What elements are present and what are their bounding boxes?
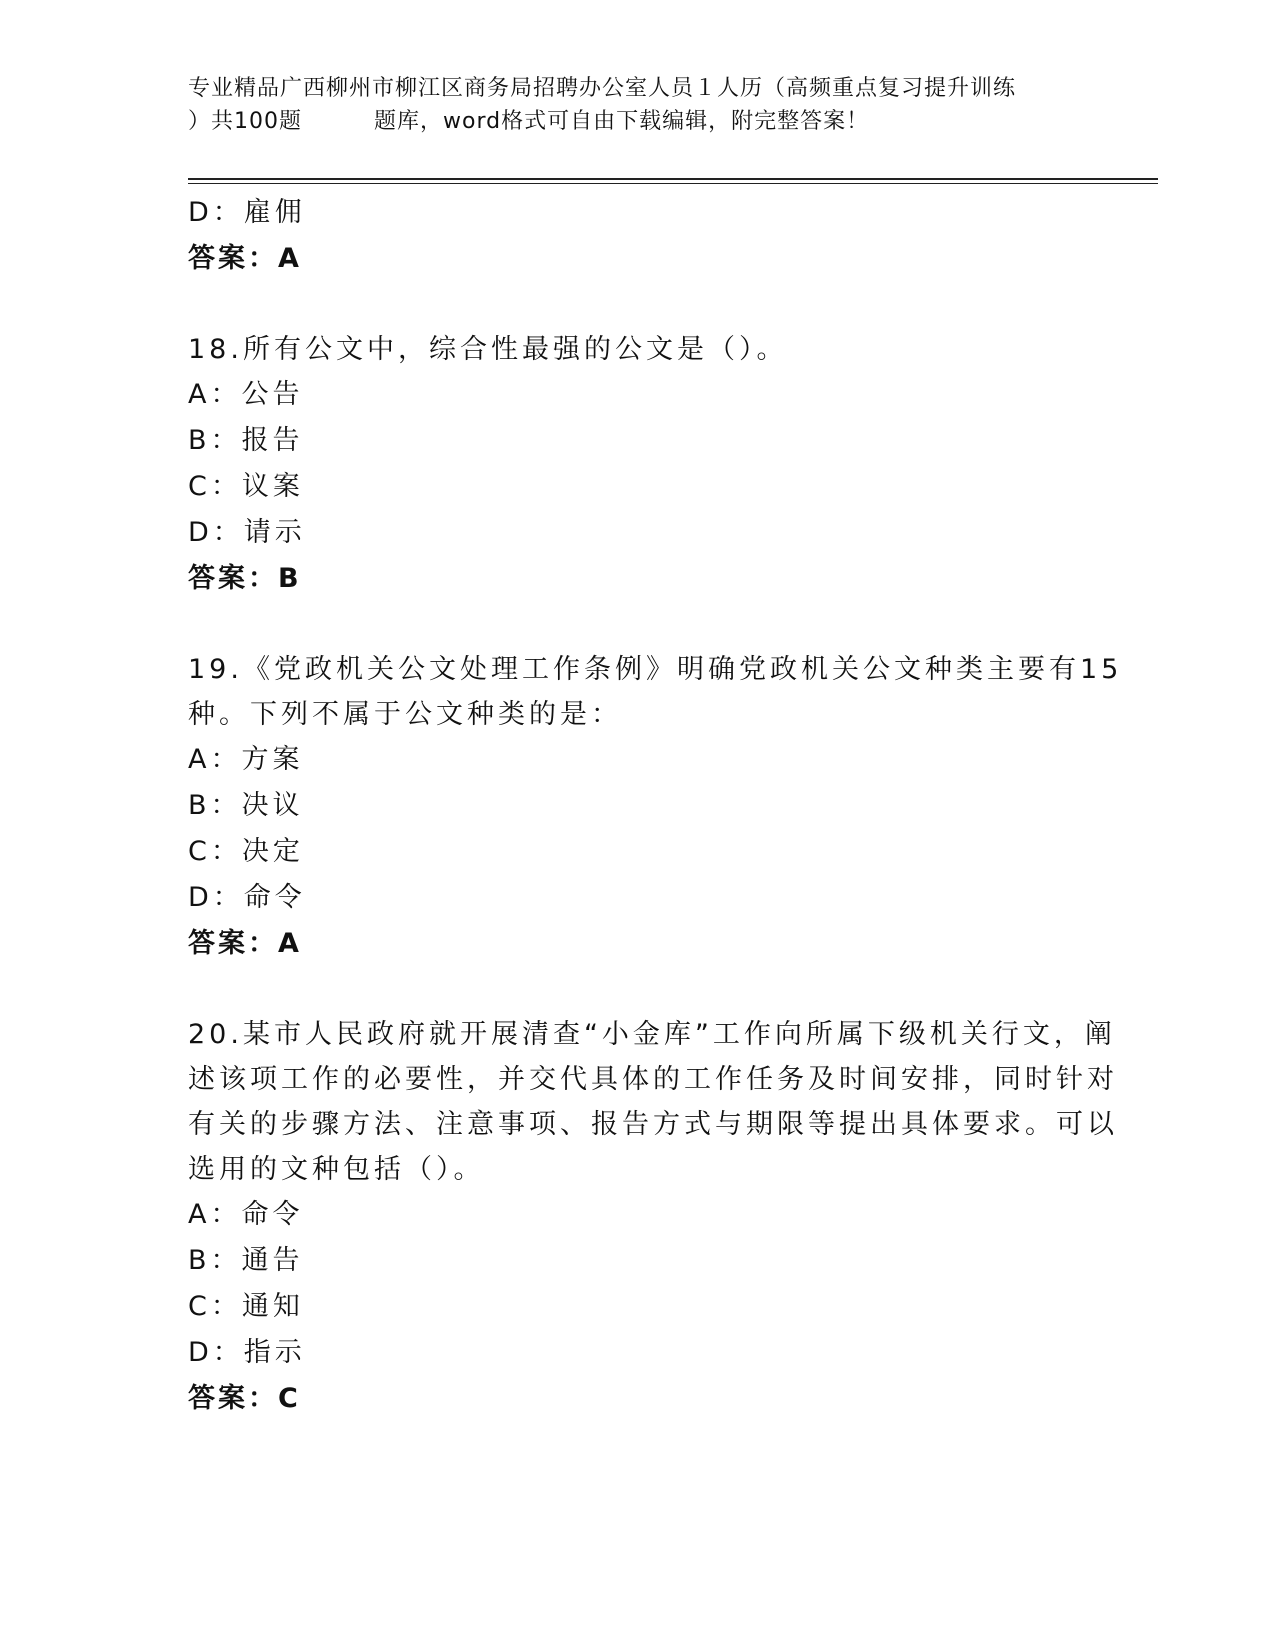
q19-option-c: C：决定 [188, 836, 304, 867]
header-divider-thick [188, 178, 1158, 180]
q20-text-line: 有关的步骤方法、注意事项、报告方式与期限等提出具体要求。可以 [188, 1109, 1118, 1140]
q19-answer: 答案：A [188, 928, 302, 959]
q20-answer: 答案：C [188, 1383, 301, 1414]
q18-option-a: A：公告 [188, 379, 304, 410]
q18-option-d: D：请示 [188, 517, 306, 548]
q17-option-d: D：雇佣 [188, 197, 306, 228]
document-header [188, 72, 1088, 138]
q18-text [188, 327, 1068, 372]
q19-text-line: 种。下列不属于公文种类的是： [188, 699, 622, 730]
header-divider-thin [188, 183, 1158, 184]
q19-text [188, 647, 1123, 737]
q19-text-line: 19.《党政机关公文处理工作条例》明确党政机关公文种类主要有15 [188, 654, 1123, 685]
q20-text-line: 述该项工作的必要性，并交代具体的工作任务及时间安排，同时针对 [188, 1064, 1118, 1095]
q18-option-b: B：报告 [188, 425, 304, 456]
q17-answer: 答案：A [188, 243, 302, 274]
q20-option-b: B：通告 [188, 1245, 304, 1276]
q20-text-line: 选用的文种包括（）。 [188, 1154, 485, 1185]
q20-text-line: 20.某市人民政府就开展清查“小金库”工作向所属下级机关行文，阐 [188, 1019, 1116, 1050]
q19-option-b: B：决议 [188, 790, 304, 821]
q20-option-d: D：指示 [188, 1337, 306, 1368]
q20-text [188, 1012, 1118, 1192]
header-question-count: ）共100题 [188, 109, 302, 134]
q19-option-d: D：命令 [188, 882, 306, 913]
header-description: 题库，word格式可自由下载编辑，附完整答案！ [374, 109, 870, 134]
header-title-line-1: 专业精品广西柳州市柳江区商务局招聘办公室人员１人历（高频重点复习提升训练 [188, 76, 1017, 101]
q18-answer: 答案：B [188, 563, 302, 594]
q18-text-line: 18.所有公文中，综合性最强的公文是（）。 [188, 334, 788, 365]
q18-option-c: C：议案 [188, 471, 304, 502]
q20-option-c: C：通知 [188, 1291, 304, 1322]
header-title-line-2 [188, 105, 1088, 138]
q19-option-a: A：方案 [188, 744, 304, 775]
document-body [188, 190, 1123, 1422]
q20-option-a: A：命令 [188, 1199, 304, 1230]
